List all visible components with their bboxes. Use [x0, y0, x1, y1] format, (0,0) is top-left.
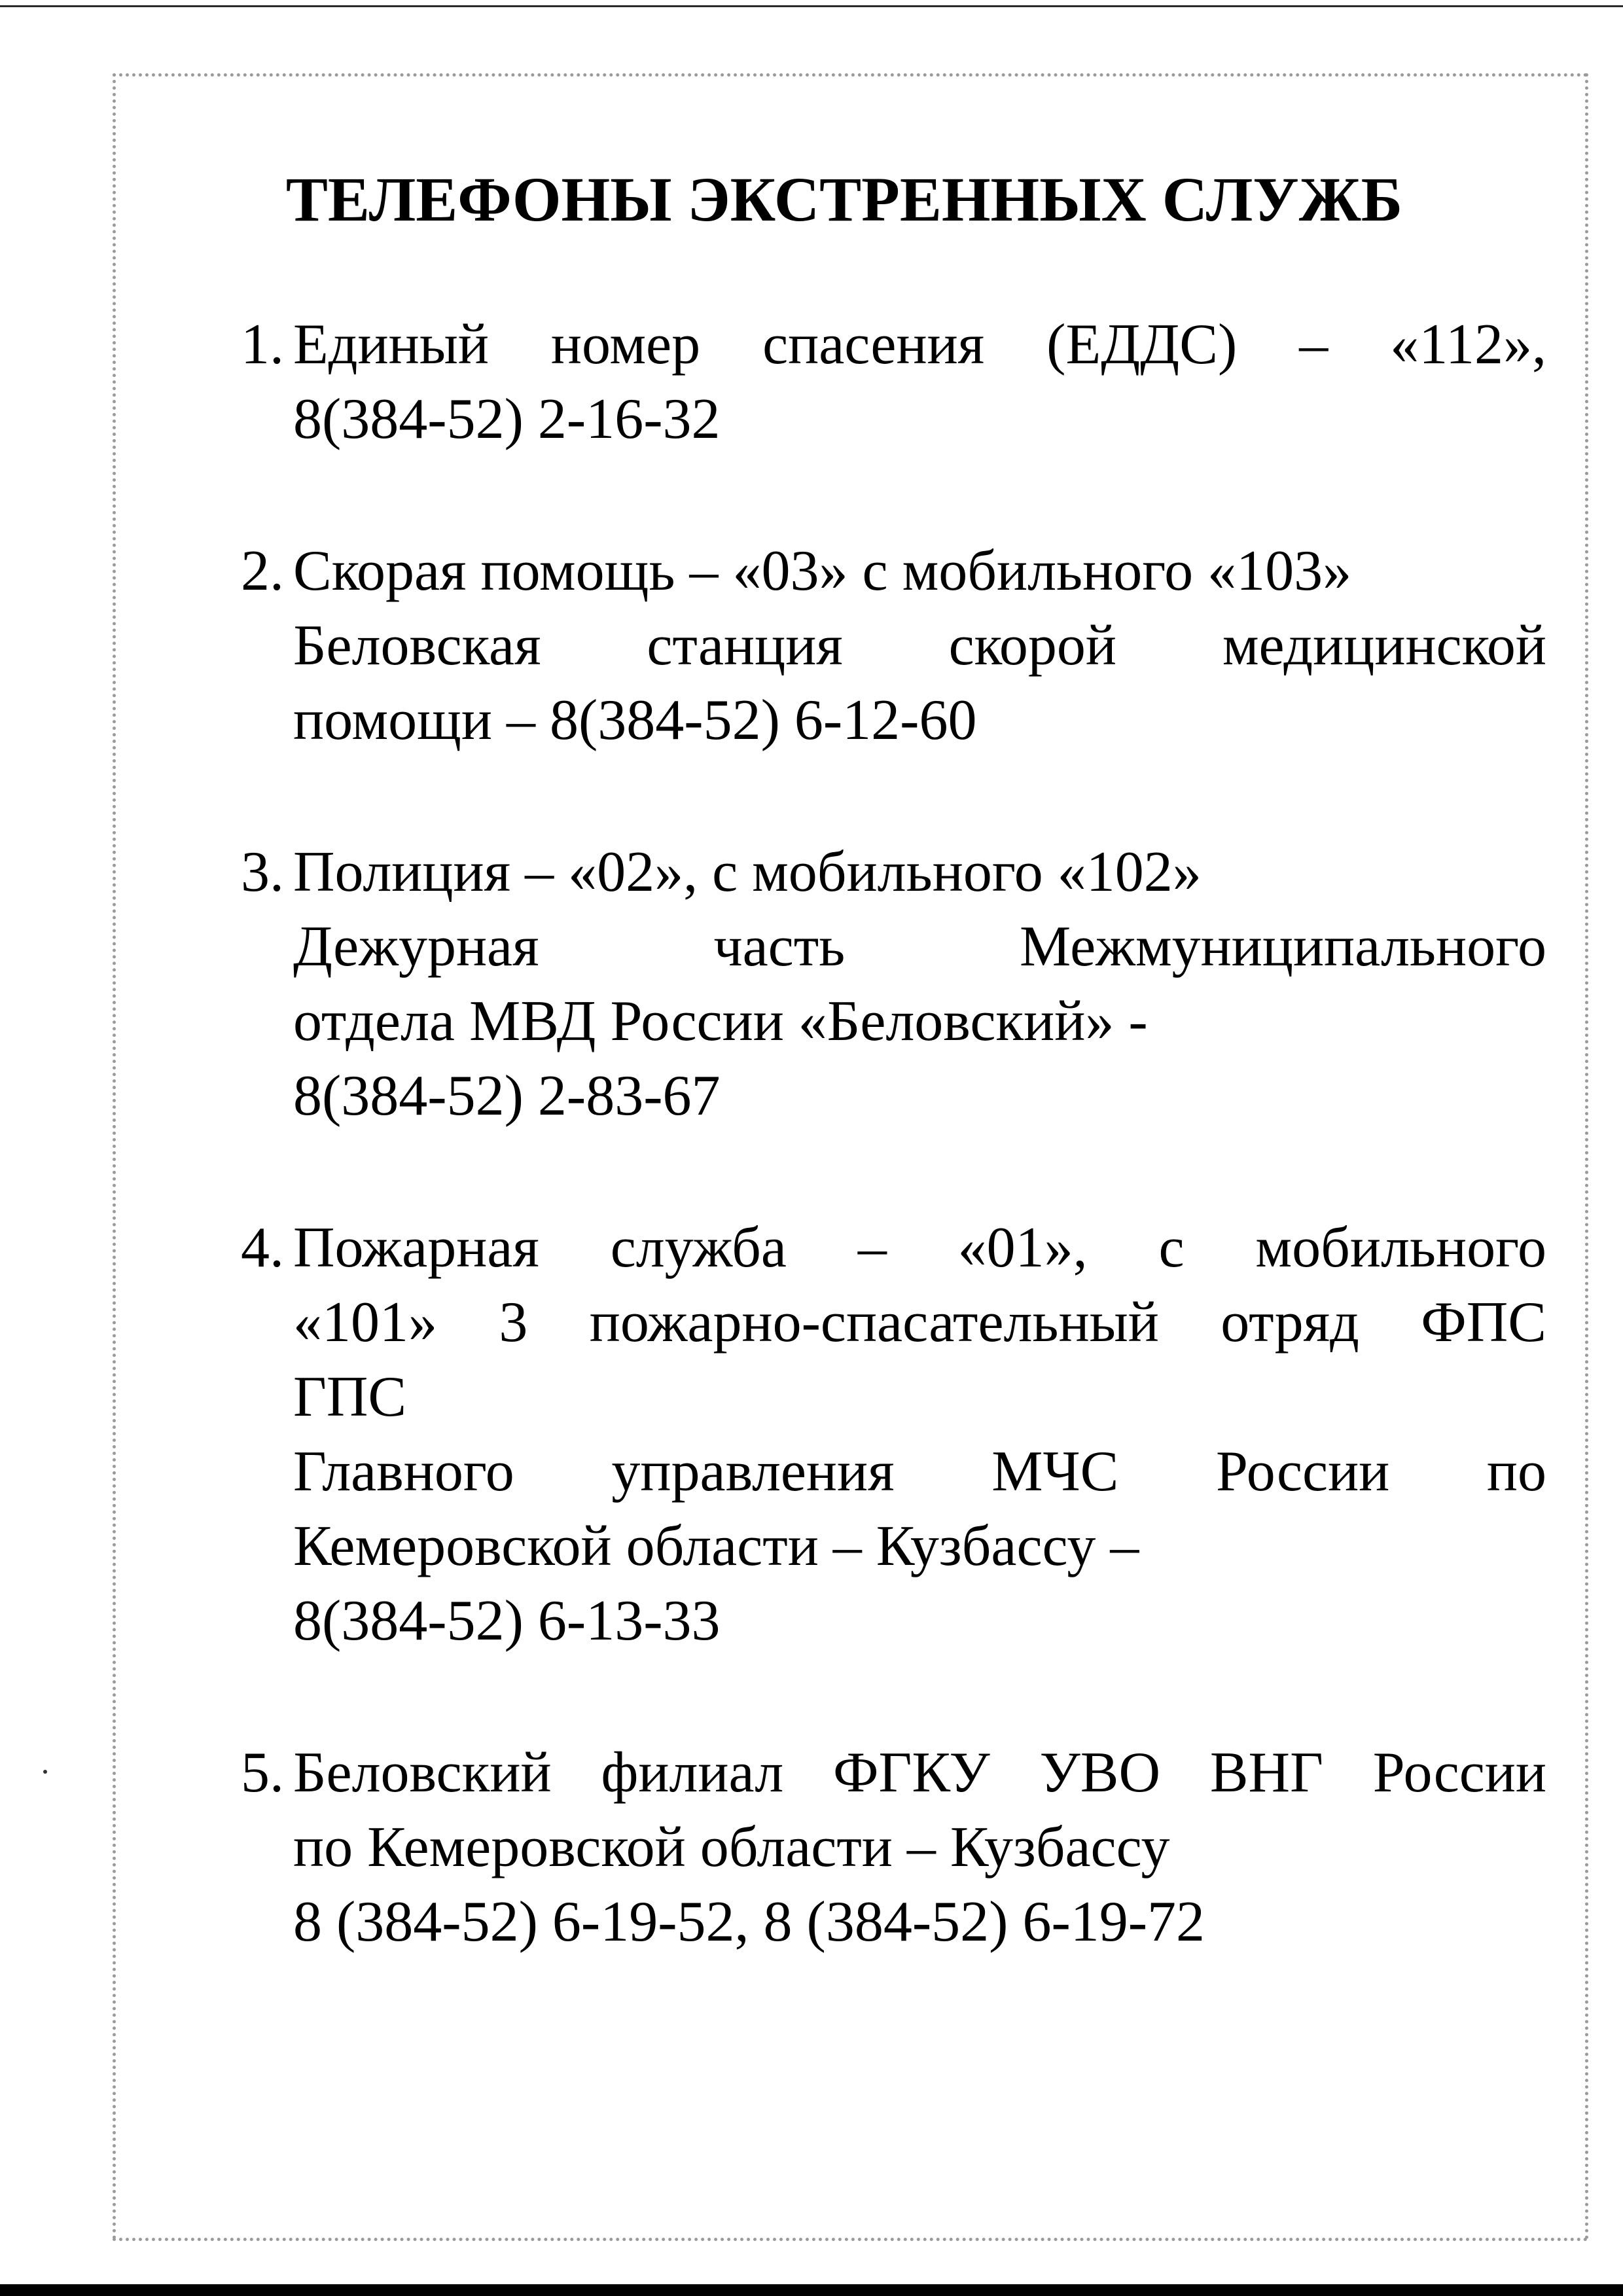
item-line: 8 (384-52) 6-19-52, 8 (384-52) 6-19-72 [293, 1890, 1205, 1954]
item-line: Единый номер спасения (ЕДДС) – «112», [293, 313, 1546, 376]
item-line: ГПС [293, 1365, 407, 1429]
list-item [241, 1736, 1546, 1960]
item-line: Беловский филиал ФГКУ УВО ВНГ России [293, 1741, 1546, 1804]
item-number: 1. [241, 313, 284, 376]
list-item [241, 308, 1546, 457]
emergency-phone-list [241, 308, 1546, 2037]
item-line: Скорая помощь – «03» с мобильного «103» [293, 539, 1352, 603]
list-item [241, 534, 1546, 758]
item-number: 3. [241, 840, 284, 904]
item-number: 4. [241, 1216, 284, 1280]
list-item [241, 1211, 1546, 1659]
item-line: Пожарная служба – «01», с мобильного [293, 1216, 1546, 1280]
scan-edge-bar [0, 2284, 1623, 2296]
item-line: по Кемеровской области – Кузбассу [293, 1816, 1170, 1879]
item-line: Полиция – «02», с мобильного «102» [293, 840, 1202, 904]
item-line: отдела МВД России «Беловский» - [293, 990, 1148, 1053]
item-line: 8(384-52) 2-83-67 [293, 1064, 721, 1128]
item-line: помощи – 8(384-52) 6-12-60 [293, 689, 977, 752]
item-line: 8(384-52) 6-13-33 [293, 1589, 721, 1653]
item-line: Кемеровской области – Кузбассу – [293, 1515, 1139, 1578]
list-item [241, 835, 1546, 1134]
item-line: 8(384-52) 2-16-32 [293, 387, 721, 451]
scan-edge-line [0, 5, 1623, 7]
scan-speck [43, 1770, 47, 1774]
item-number: 2. [241, 539, 284, 603]
item-number: 5. [241, 1741, 284, 1804]
item-line: Главного управления МЧС России по [293, 1440, 1546, 1503]
document-title: ТЕЛЕФОНЫ ЭКСТРЕННЫХ СЛУЖБ [285, 164, 1403, 234]
item-line: «101» 3 пожарно-спасательный отряд ФПС [293, 1291, 1546, 1354]
item-line: Беловская станция скорой медицинской [293, 614, 1546, 677]
item-line: Дежурная часть Межмуниципального [293, 915, 1546, 978]
